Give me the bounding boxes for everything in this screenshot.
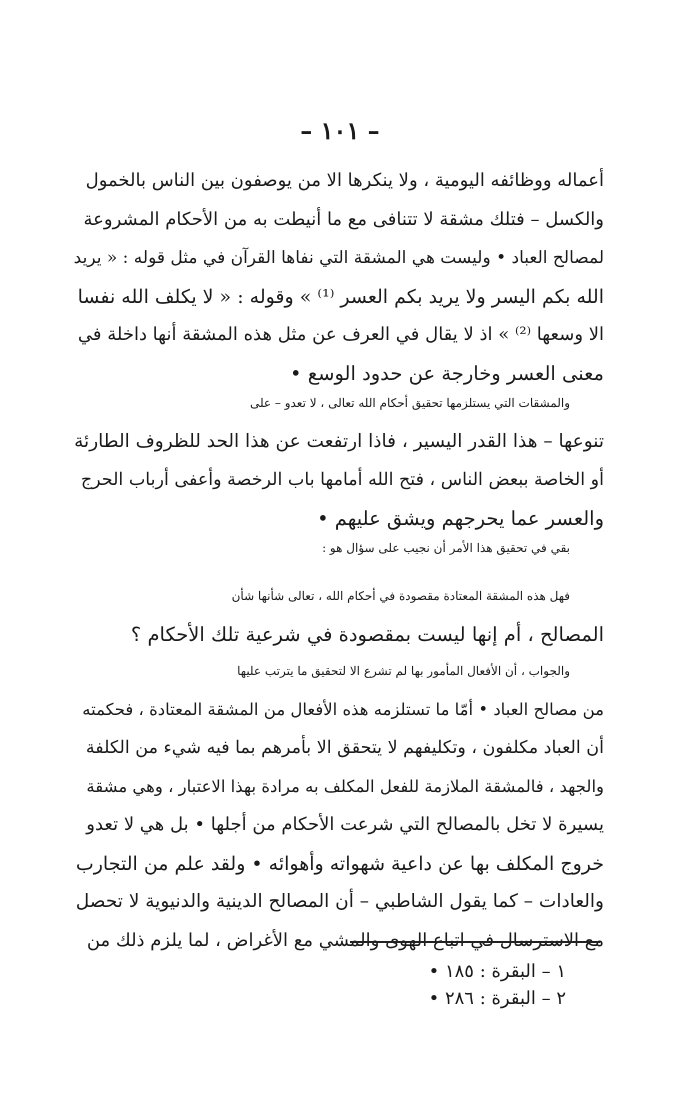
paragraph-5 bbox=[74, 652, 604, 960]
text-line: المصالح ، أم إنها ليست بمقصودة في شرعية تلك الأحكام ؟ bbox=[130, 622, 604, 646]
text-line: أن العباد مكلفون ، وتكليفهم لا يتحقق الا بأمرهم بما فيه شيء من الكلفة bbox=[85, 738, 604, 758]
text-line: بقي في تحقيق هذا الأمر أن نجيب على سؤال هو : bbox=[322, 541, 570, 555]
text-line: والعسر عما يحرجهم ويشق عليهم • bbox=[317, 506, 604, 530]
footnote-divider bbox=[350, 941, 600, 943]
text-line: مع الاسترسال في اتباع الهوى والمشي مع الأغراض ، لما يلزم ذلك من bbox=[86, 929, 604, 951]
paragraph-4 bbox=[74, 577, 604, 654]
text-line: لمصالح العباد • وليست هي المشقة التي نفاها القرآن في مثل قوله : « يريد bbox=[74, 248, 604, 268]
paragraph-3 bbox=[74, 529, 604, 568]
text-line: والجواب ، أن الأفعال المأمور بها لم تشرع الا لتحقيق ما يترتب عليها bbox=[237, 664, 570, 678]
text-line: الا وسعها ⁽²⁾ » اذ لا يقال في العرف عن مثل هذه المشقة أنها داخلة في bbox=[77, 324, 604, 345]
text-line: الله بكم اليسر ولا يريد بكم العسر ⁽¹⁾ » وقوله : « لا يكلف الله نفسا bbox=[77, 285, 604, 308]
page-number: – ١٠١ – bbox=[300, 116, 380, 145]
text-line: يسيرة لا تخل بالمصالح التي شرعت الأحكام من أجلها • بل هي لا تعدو bbox=[86, 814, 604, 835]
text-line: والكسل – فتلك مشقة لا تتنافى مع ما أنيطت به من الأحكام المشروعة bbox=[83, 208, 604, 230]
footnotes bbox=[429, 958, 566, 1012]
text-line: فهل هذه المشقة المعتادة مقصودة في أحكام الله ، تعالى شأنها شأن bbox=[231, 589, 570, 603]
footnote-2: ٢ – البقرة : ٢٨٦ • bbox=[428, 988, 566, 1009]
text-line: خروج المكلف بها عن داعية شهواته وأهوائه • ولقد علم من التجارب bbox=[75, 852, 604, 875]
text-line: والمشقات التي يستلزمها تحقيق أحكام الله تعالى ، لا تعدو – على bbox=[249, 396, 570, 410]
text-line: أعماله ووظائفه اليومية ، ولا ينكرها الا من يوصفون بين الناس بالخمول bbox=[85, 170, 604, 191]
text-line: والجهد ، فالمشقة الملازمة للفعل المكلف به مرادة بهذا الاعتبار ، وهي مشقة bbox=[86, 776, 604, 796]
footnote-1: ١ – البقرة : ١٨٥ • bbox=[428, 961, 566, 982]
paragraph-1 bbox=[74, 162, 604, 393]
text-line: من مصالح العباد • أمّا ما تستلزمه هذه الأفعال من المشقة المعتادة ، فحكمته bbox=[82, 699, 604, 719]
text-line: تنوعها – هذا القدر اليسير ، فاذا ارتفعت عن هذا الحد للظروف الطارئة bbox=[74, 430, 604, 452]
text-line: أو الخاصة ببعض الناس ، فتح الله أمامها باب الرخصة وأعفى أرباب الحرج bbox=[80, 470, 604, 490]
text-line: معنى العسر وخارجة عن حدود الوسع • bbox=[290, 361, 604, 385]
text-line: والعادات – كما يقول الشاطبي – أن المصالح الدينية والدنيوية لا تحصل bbox=[75, 891, 604, 912]
paragraph-2 bbox=[74, 384, 604, 538]
